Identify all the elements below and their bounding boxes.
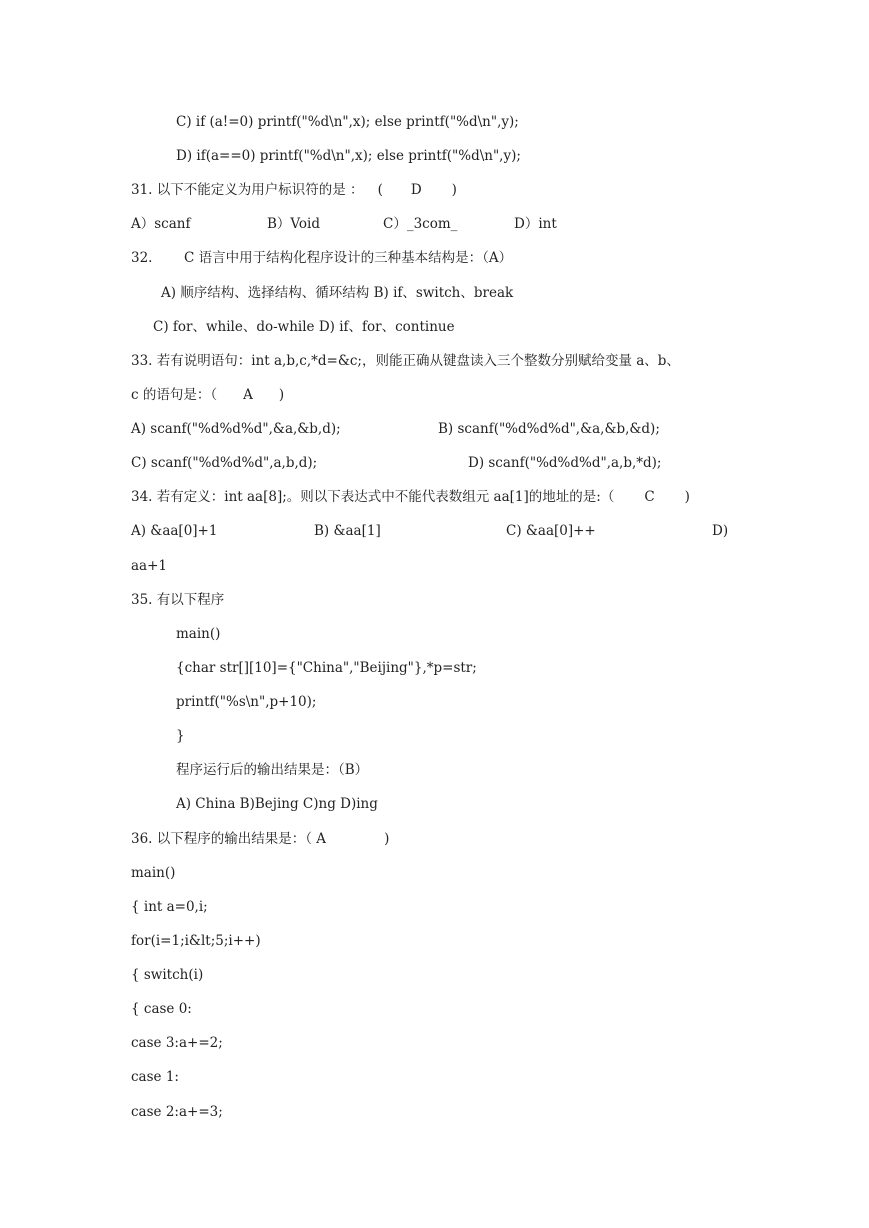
q34-option-a: A) &aa[0]+1 [131, 523, 218, 539]
q34-option-d: D) [712, 523, 729, 539]
q36-code-line: for(i=1;i&lt;5;i++) [131, 933, 261, 949]
q35-code-line: printf("%s\n",p+10); [176, 694, 317, 710]
q34-answer: C [644, 489, 655, 505]
q36-code-line: { int a=0,i; [131, 899, 208, 915]
q31-question-text: 31. 以下不能定义为用户标识符的是 ： [131, 182, 364, 198]
q35-options: A) China B)Bejing C)ng D)ing [176, 796, 378, 812]
q34-option-b: B) &aa[1] [314, 523, 381, 539]
q34-question [131, 488, 690, 506]
q33-answer: A [243, 387, 253, 403]
q36-question-text: 36. 以下程序的输出结果是：（ A [131, 831, 327, 847]
q36-code-line: main() [131, 865, 176, 881]
q31-option-a: A）scanf [131, 216, 191, 232]
q36-code-line: case 1: [131, 1069, 179, 1085]
q33-question-prefix: c 的语句是：（ [131, 387, 218, 403]
q34-close-paren: ) [684, 489, 690, 505]
q36-code-line: { switch(i) [131, 967, 204, 983]
q33-option-a: A) scanf("%d%d%d",&a,&b,d); [131, 421, 341, 437]
q32-question: C 语言中用于结构化程序设计的三种基本结构是：（A） [184, 250, 513, 266]
q35-code-line: } [176, 728, 185, 744]
q35-result-prompt: 程序运行后的输出结果是：（B） [176, 762, 369, 778]
q31-close-paren: ) [451, 182, 457, 198]
q31-option-c: C）_3com_ [383, 216, 458, 232]
q36-code-line: case 3:a+=2; [131, 1035, 223, 1051]
q32-number: 32. [131, 250, 153, 266]
q30-option-c: C) if (a!=0) printf("%d\n",x); else printf("%d\n",y); [176, 114, 519, 130]
q33-option-c: C) scanf("%d%d%d",a,b,d); [131, 455, 318, 471]
q31-option-d: D）int [514, 216, 557, 232]
q36-question [131, 830, 389, 848]
q31-option-b: B）Void [267, 216, 321, 232]
q33-question-line2 [131, 386, 284, 404]
q31-question [131, 181, 457, 199]
q36-code-line: case 2:a+=3; [131, 1104, 223, 1120]
q36-close-paren: ) [384, 831, 390, 847]
q33-close-paren: ) [278, 387, 285, 403]
q33-option-b: B) scanf("%d%d%d",&a,&b,&d); [438, 421, 660, 437]
q34-option-c: C) &aa[0]++ [506, 523, 596, 539]
q31-open-paren: ( [377, 182, 383, 198]
q31-answer: D [410, 182, 422, 198]
q33-option-d: D) scanf("%d%d%d",a,b,*d); [468, 455, 662, 471]
q32-options-cd: C) for、while、do-while D) if、for、continue [153, 319, 455, 335]
q35-question: 35. 有以下程序 [131, 592, 225, 608]
q33-question-line1: 33. 若有说明语句：int a,b,c,*d=&c;，则能正确从键盘读入三个整数分别赋给变量 a、b、 [131, 353, 680, 369]
q30-option-d: D) if(a==0) printf("%d\n",x); else printf("%d\n",y); [176, 148, 521, 164]
q36-code-line: { case 0: [131, 1001, 192, 1017]
q34-option-d-continued: aa+1 [131, 558, 167, 574]
q34-question-text: 34. 若有定义：int aa[8];。则以下表达式中不能代表数组元 aa[1]的地址的是:（ [131, 489, 615, 505]
q35-code-line: {char str[][10]={"China","Beijing"},*p=str; [176, 660, 477, 676]
q32-options-ab: A) 顺序结构、选择结构、循环结构 B) if、switch、break [161, 285, 514, 301]
q35-code-line: main() [176, 626, 221, 642]
